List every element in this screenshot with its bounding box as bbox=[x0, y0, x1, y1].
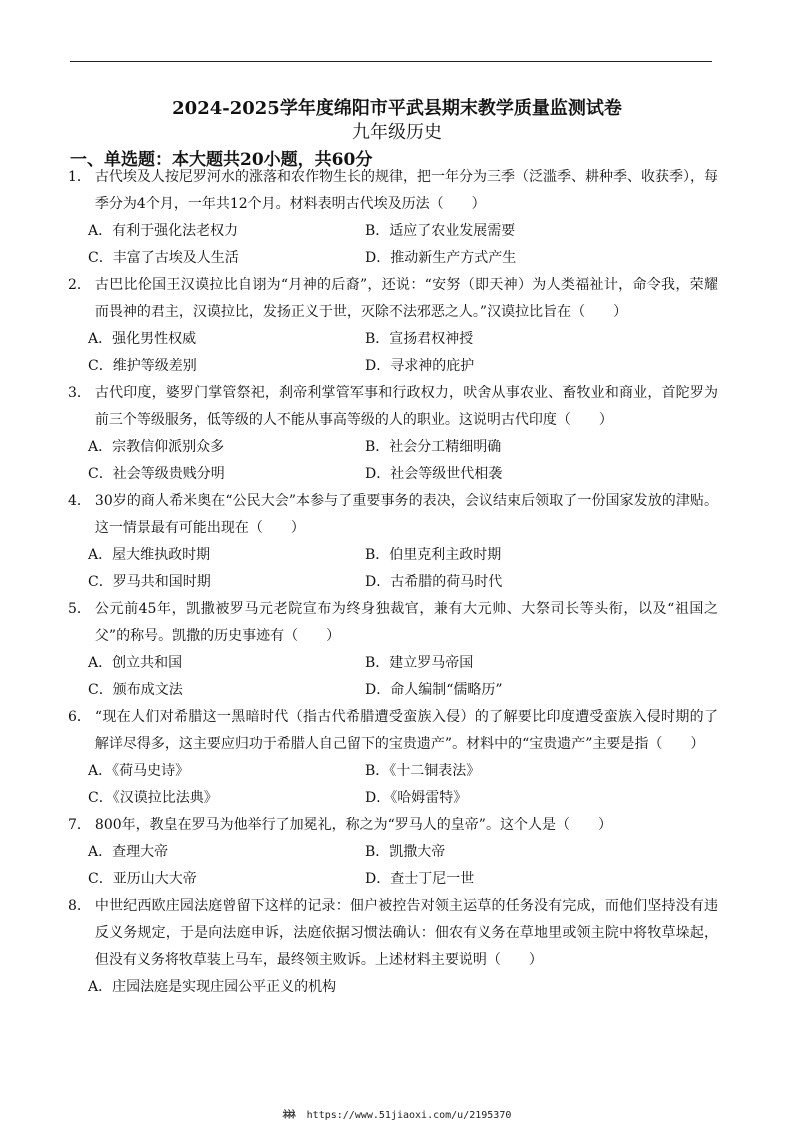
question-item bbox=[68, 272, 718, 380]
question-number: 3． bbox=[68, 385, 91, 401]
option-list bbox=[68, 218, 718, 272]
answer-option[interactable]: C．维护等级差别 bbox=[88, 358, 197, 374]
option-list bbox=[68, 650, 718, 704]
answer-option[interactable]: B．伯里克利主政时期 bbox=[365, 547, 502, 563]
exam-subtitle: 九年级历史 bbox=[352, 122, 442, 143]
answer-option[interactable]: D．古希腊的荷马时代 bbox=[365, 574, 503, 590]
question-stem bbox=[68, 380, 718, 434]
question-item bbox=[68, 488, 718, 596]
answer-option[interactable]: D．社会等级世代相袭 bbox=[365, 466, 503, 482]
question-stem bbox=[68, 596, 718, 650]
exam-title: 2024-2025学年度绵阳市平武县期末教学质量监测试卷 bbox=[172, 98, 622, 119]
answer-option[interactable]: A．庄园法庭是实现庄园公平正义的机构 bbox=[88, 979, 337, 995]
question-item bbox=[68, 704, 718, 812]
question-item bbox=[68, 596, 718, 704]
question-text: 古代印度，婆罗门掌管祭祀，刹帝利掌管军事和行政权力，吠舍从事农业、畜牧业和商业，首陀罗为前三个等级服务，低等级的人不能从事高等级的人的职业。这说明古代印度（ ） bbox=[94, 385, 718, 428]
answer-option[interactable]: C．《汉谟拉比法典》 bbox=[88, 790, 218, 806]
question-number: 8． bbox=[68, 898, 91, 914]
question-stem bbox=[68, 164, 718, 218]
question-item bbox=[68, 164, 718, 272]
question-text: “现在人们对希腊这一黑暗时代（指古代希腊遭受蛮族入侵）的了解要比印度遭受蛮族入侵时期的了解详尽得多，这主要应归功于希腊人自己留下的宝贵遗产”。材料中的“宝贵遗产”主要是指（ ） bbox=[94, 709, 718, 752]
answer-option[interactable]: C．社会等级贵贱分明 bbox=[88, 466, 225, 482]
answer-option[interactable]: C．颁布成文法 bbox=[88, 682, 183, 698]
answer-option[interactable]: B．适应了农业发展需要 bbox=[365, 223, 516, 239]
question-stem bbox=[68, 893, 718, 974]
answer-option[interactable]: D．《哈姆雷特》 bbox=[365, 790, 468, 806]
answer-option[interactable]: B．建立罗马帝国 bbox=[365, 655, 474, 671]
option-list bbox=[68, 434, 718, 488]
question-text: 古代埃及人按尼罗河水的涨落和农作物生长的规律，把一年分为三季（泛滥季、耕种季、收获季），每季分为4个月，一年共12个月。材料表明古代埃及历法（ ） bbox=[94, 169, 718, 212]
answer-option[interactable]: C．罗马共和国时期 bbox=[88, 574, 211, 590]
question-number: 6． bbox=[68, 709, 91, 725]
answer-option[interactable]: B．宣扬君权神授 bbox=[365, 331, 474, 347]
header-rule bbox=[70, 61, 712, 62]
section-heading: 一、单选题：本大题共20小题，共60分 bbox=[70, 150, 373, 170]
question-stem bbox=[68, 272, 718, 326]
answer-option[interactable]: A．有利于强化法老权力 bbox=[88, 223, 239, 239]
answer-option[interactable]: A．创立共和国 bbox=[88, 655, 183, 671]
option-list bbox=[68, 542, 718, 596]
question-text: 30岁的商人希米奥在“公民大会”本参与了重要事务的表决，会议结束后领取了一份国家发放的津贴。这一情景最有可能出现在（ ） bbox=[94, 493, 718, 536]
question-item bbox=[68, 893, 718, 1001]
question-stem bbox=[68, 488, 718, 542]
question-text: 中世纪西欧庄园法庭曾留下这样的记录：佃户被控告对领主运草的任务没有完成，而他们坚持没有违反义务规定，于是向法庭申诉，法庭依据习惯法确认：佃农有义务在草地里或领主院中将牧草垛起，但没有义务将牧草装上马车，最终领主败诉。上述材料主要说明（ ） bbox=[94, 898, 718, 968]
question-item bbox=[68, 380, 718, 488]
question-number: 1． bbox=[68, 169, 91, 185]
answer-option[interactable]: D．寻求神的庇护 bbox=[365, 358, 475, 374]
question-stem bbox=[68, 812, 718, 839]
question-text: 古巴比伦国王汉谟拉比自诩为“月神的后裔”，还说：“安努（即天神）为人类福祉计，命令我，荣耀而畏神的君主，汉谟拉比，发扬正义于世，灭除不法邪恶之人。”汉谟拉比旨在（ ） bbox=[94, 277, 718, 320]
answer-option[interactable]: A．《荷马史诗》 bbox=[88, 763, 190, 779]
question-stem bbox=[68, 704, 718, 758]
question-number: 4． bbox=[68, 493, 91, 509]
option-list bbox=[68, 326, 718, 380]
question-number: 2． bbox=[68, 277, 91, 293]
answer-option[interactable]: D．推动新生产方式产生 bbox=[365, 250, 517, 266]
question-item bbox=[68, 812, 718, 893]
question-text: 公元前45年，凯撒被罗马元老院宣布为终身独裁官，兼有大元帅、大祭司长等头衔，以及“祖国之父”的称号。凯撒的历史事迹有（ ） bbox=[94, 601, 718, 644]
answer-option[interactable]: C．丰富了古埃及人生活 bbox=[88, 250, 239, 266]
answer-option[interactable]: D．查士丁尼一世 bbox=[365, 871, 475, 887]
option-list bbox=[68, 758, 718, 812]
option-list bbox=[68, 974, 718, 1001]
answer-option[interactable]: A．宗教信仰派别众多 bbox=[88, 439, 225, 455]
question-number: 5． bbox=[68, 601, 91, 617]
answer-option[interactable]: B．社会分工精细明确 bbox=[365, 439, 502, 455]
answer-option[interactable]: B．凯撒大帝 bbox=[365, 844, 446, 860]
footer-url[interactable]: https://www.51jiaoxi.com/u/2195370 bbox=[306, 1110, 512, 1121]
site-logo: ﾈﾈﾈ bbox=[282, 1110, 295, 1121]
answer-option[interactable]: A．查理大帝 bbox=[88, 844, 169, 860]
question-number: 7． bbox=[68, 817, 91, 833]
answer-option[interactable]: B．《十二铜表法》 bbox=[365, 763, 481, 779]
answer-option[interactable]: C．亚历山大大帝 bbox=[88, 871, 197, 887]
answer-option[interactable]: D．命人编制“儒略历” bbox=[365, 682, 503, 698]
question-list bbox=[68, 164, 718, 1001]
footer bbox=[0, 1106, 794, 1121]
answer-option[interactable]: A．屋大维执政时期 bbox=[88, 547, 211, 563]
question-text: 800年，教皇在罗马为他举行了加冕礼，称之为“罗马人的皇帝”。这个人是（ ） bbox=[94, 817, 612, 833]
answer-option[interactable]: A．强化男性权威 bbox=[88, 331, 197, 347]
option-list bbox=[68, 839, 718, 893]
